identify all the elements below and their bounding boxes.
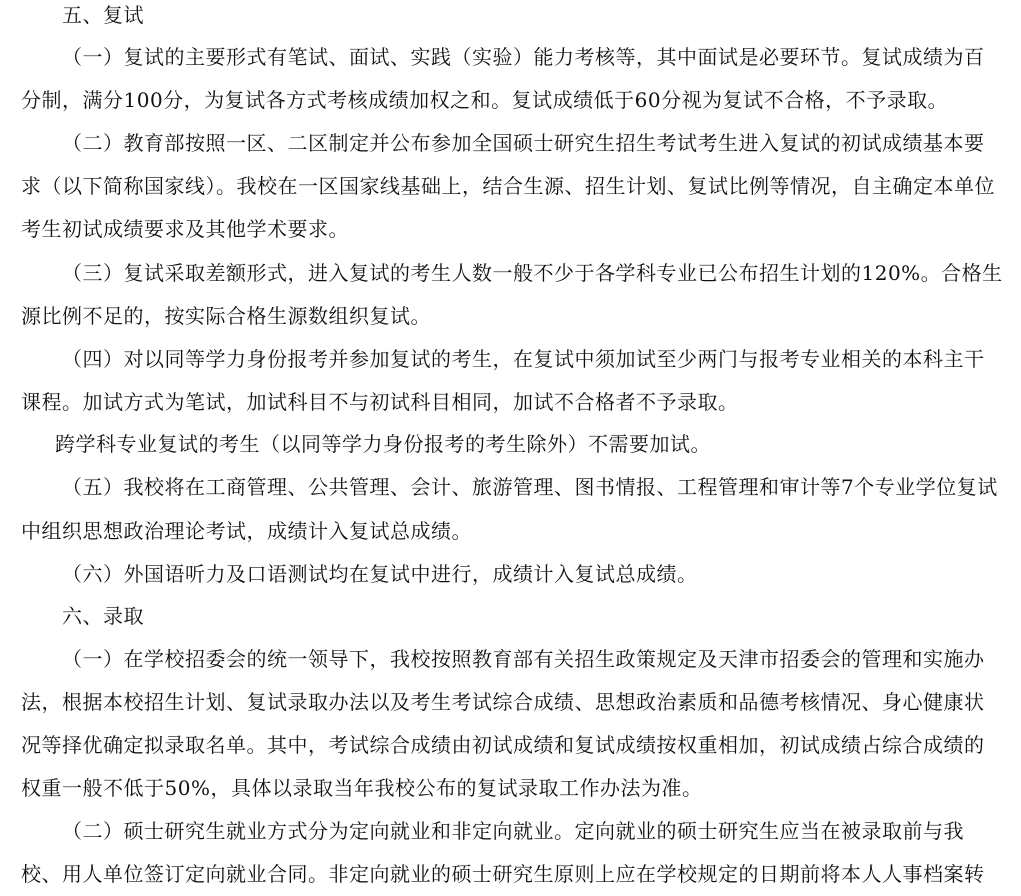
section-heading-5: 五、复试 — [62, 3, 144, 27]
paragraph-line: 中组织思想政治理论考试，成绩计入复试总成绩。 — [21, 519, 472, 543]
paragraph-line: （四）对以同等学力身份报考并参加复试的考生，在复试中须加试至少两门与报考专业相关的本科主干 — [62, 347, 985, 371]
paragraph-line: 源比例不足的，按实际合格生源数组织复试。 — [21, 304, 431, 328]
section-heading-6: 六、录取 — [62, 604, 144, 628]
paragraph-line: 权重一般不低于50%，具体以录取当年我校公布的复试录取工作办法为准。 — [21, 776, 703, 800]
paragraph-line: 考生初试成绩要求及其他学术要求。 — [21, 217, 349, 241]
paragraph-line: （一）在学校招委会的统一领导下，我校按照教育部有关招生政策规定及天津市招委会的管理和实施办 — [62, 647, 985, 671]
paragraph-line: （三）复试采取差额形式，进入复试的考生人数一般不少于各学科专业已公布招生计划的120%。合格生 — [62, 261, 1003, 285]
paragraph-line: 分制，满分100分，为复试各方式考核成绩加权之和。复试成绩低于60分视为复试不合格，不予录取。 — [21, 88, 949, 112]
paragraph-line: （五）我校将在工商管理、公共管理、会计、旅游管理、图书情报、工程管理和审计等7个专业学位复试 — [62, 475, 998, 499]
paragraph-line: 课程。加试方式为笔试，加试科目不与初试科目相同，加试不合格者不予录取。 — [21, 390, 739, 414]
paragraph-line: （二）教育部按照一区、二区制定并公布参加全国硕士研究生招生考试考生进入复试的初试成绩基本要 — [62, 131, 985, 155]
paragraph-line: 况等择优确定拟录取名单。其中，考试综合成绩由初试成绩和复试成绩按权重相加，初试成绩占综合成绩的 — [21, 733, 985, 757]
paragraph-line: 跨学科专业复试的考生（以同等学力身份报考的考生除外）不需要加试。 — [55, 432, 711, 456]
paragraph-line: 校、用人单位签订定向就业合同。非定向就业的硕士研究生原则上应在学校规定的日期前将本人人事档案转 — [21, 862, 985, 886]
paragraph-line: 求（以下简称国家线）。我校在一区国家线基础上，结合生源、招生计划、复试比例等情况，自主确定本单位 — [21, 174, 995, 198]
paragraph-line: （六）外国语听力及口语测试均在复试中进行，成绩计入复试总成绩。 — [62, 562, 698, 586]
paragraph-line: 法，根据本校招生计划、复试录取办法以及考生考试综合成绩、思想政治素质和品德考核情况、身心健康状 — [21, 690, 985, 714]
paragraph-line: （二）硕士研究生就业方式分为定向就业和非定向就业。定向就业的硕士研究生应当在被录取前与我 — [62, 819, 964, 843]
paragraph-line: （一）复试的主要形式有笔试、面试、实践（实验）能力考核等，其中面试是必要环节。复试成绩为百 — [62, 45, 985, 69]
